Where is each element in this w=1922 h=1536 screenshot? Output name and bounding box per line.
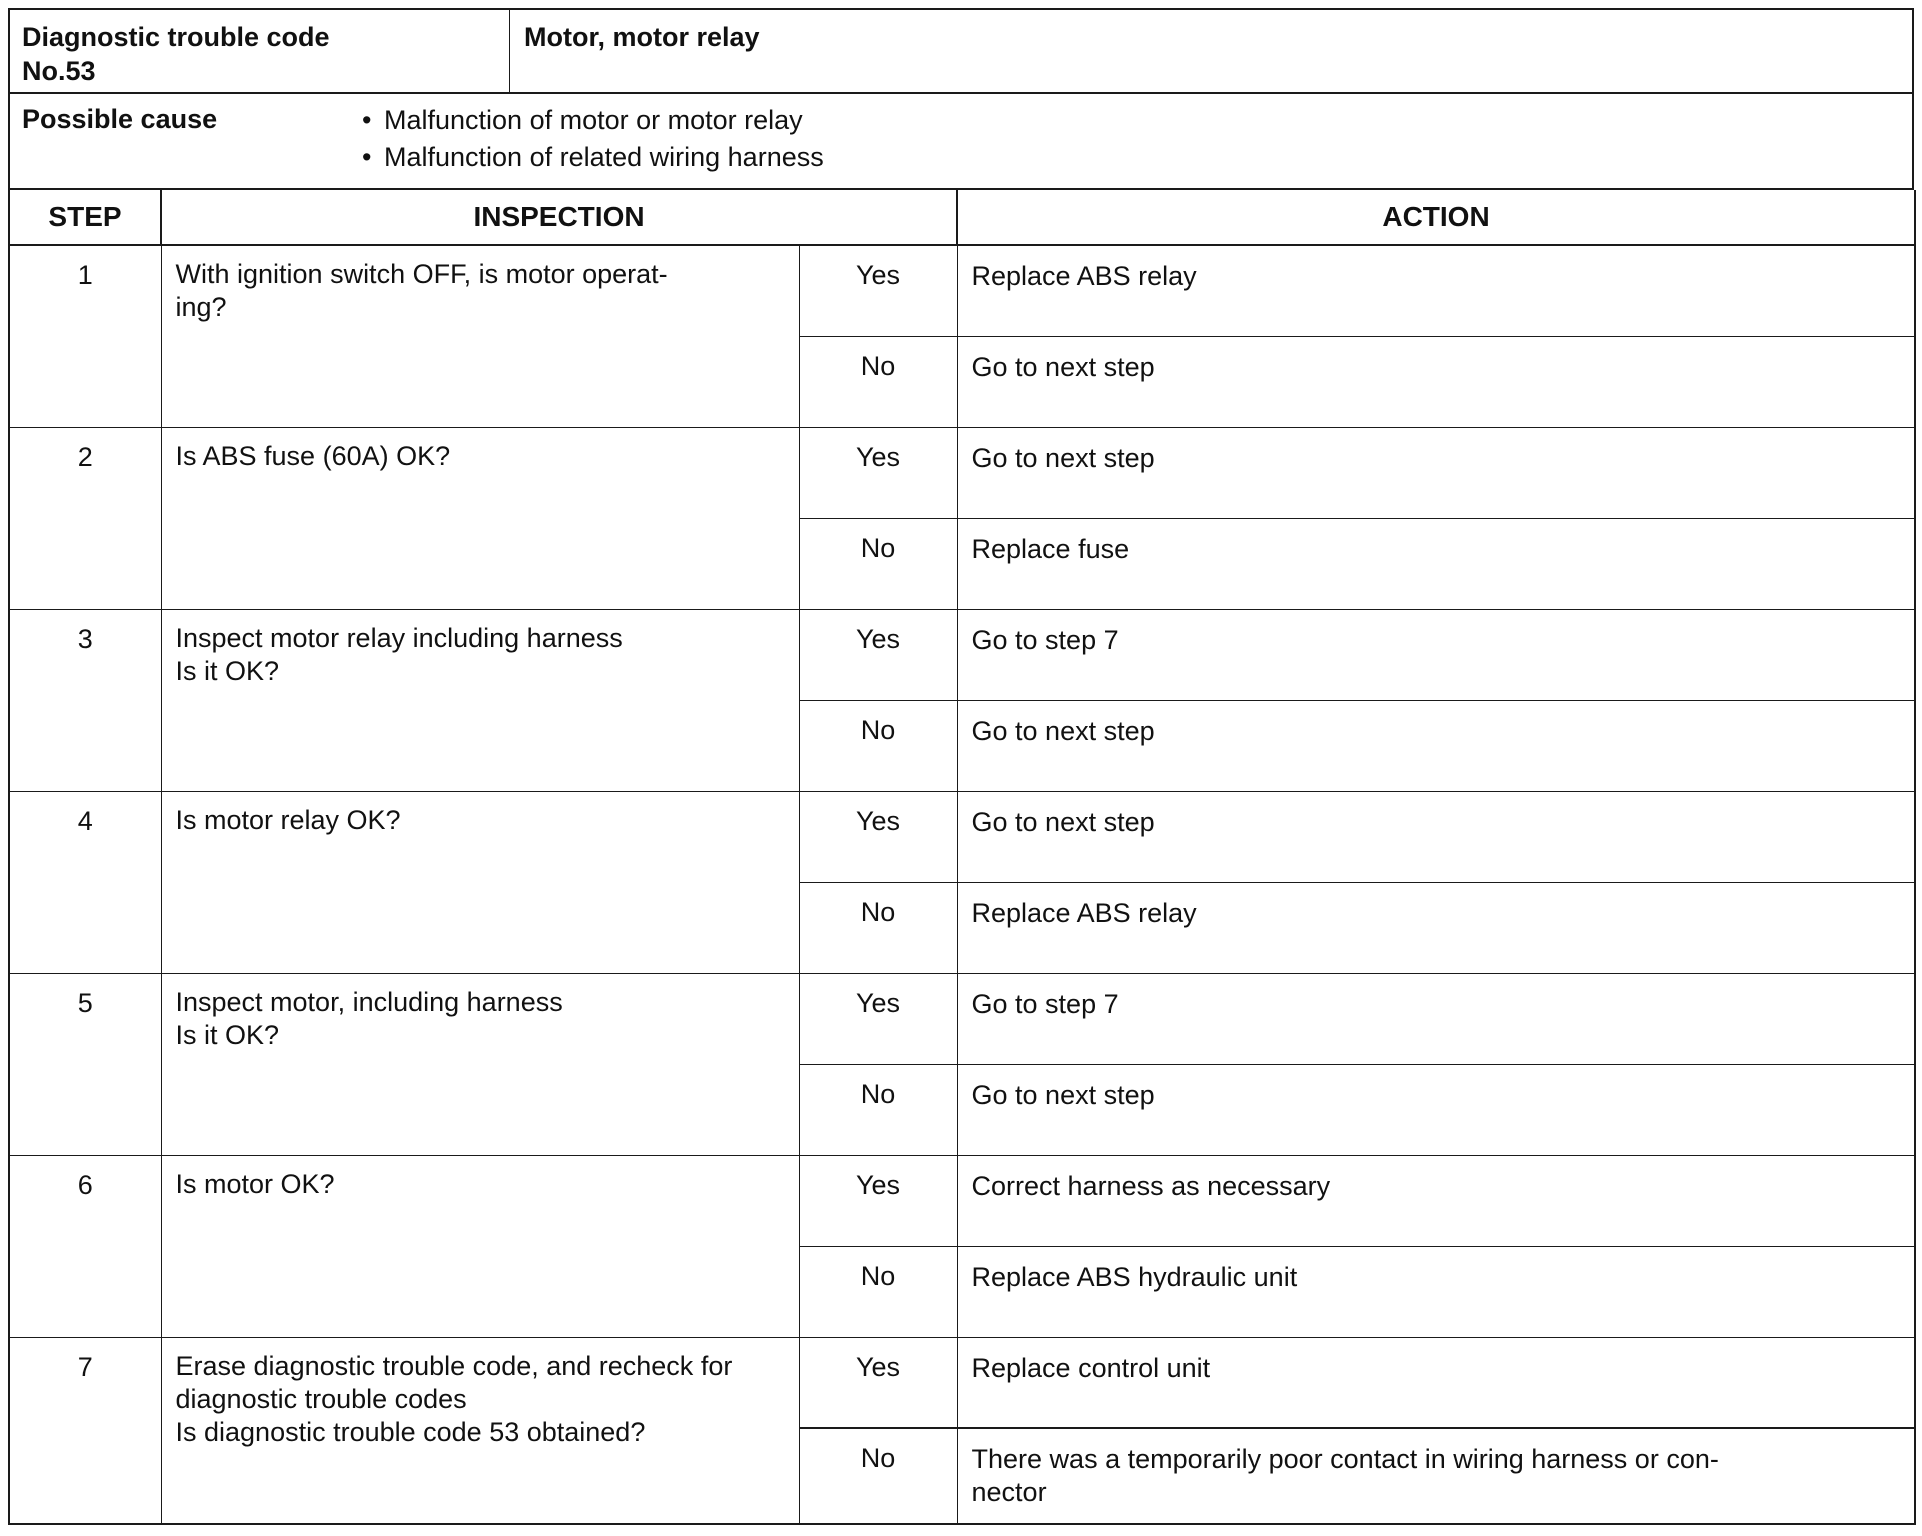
no-label: No xyxy=(799,700,957,791)
yes-action: Go to step 7 xyxy=(957,609,1915,700)
table-row xyxy=(9,973,1915,1064)
no-label: No xyxy=(799,336,957,427)
step-number: 3 xyxy=(9,609,161,791)
table-body xyxy=(9,245,1915,1524)
inspection-table xyxy=(8,190,1916,1525)
no-label: No xyxy=(799,1246,957,1337)
yes-action: Go to step 7 xyxy=(957,973,1915,1064)
possible-cause-item: • Malfunction of motor or motor relay xyxy=(362,102,824,139)
yes-action: Correct harness as necessary xyxy=(957,1155,1915,1246)
yes-label: Yes xyxy=(799,245,957,336)
yes-label: Yes xyxy=(799,973,957,1064)
table-row xyxy=(9,609,1915,700)
inspection-text: Inspect motor, including harness Is it OK? xyxy=(161,973,799,1155)
table-row xyxy=(9,791,1915,882)
step-number: 6 xyxy=(9,1155,161,1337)
inspection-text: Inspect motor relay including harness Is it OK? xyxy=(161,609,799,791)
trouble-code-number: No.53 xyxy=(22,56,96,86)
header-row xyxy=(10,10,1912,94)
diagnostic-sheet xyxy=(8,8,1914,1525)
no-action: Replace ABS hydraulic unit xyxy=(957,1246,1915,1337)
no-action: There was a temporarily poor contact in wiring harness or con- nector xyxy=(957,1428,1915,1524)
no-label: No xyxy=(799,518,957,609)
yes-label: Yes xyxy=(799,427,957,518)
possible-cause-item: • Malfunction of related wiring harness xyxy=(362,139,824,176)
yes-action: Go to next step xyxy=(957,427,1915,518)
no-label: No xyxy=(799,1428,957,1524)
table-row xyxy=(9,427,1915,518)
yes-action: Replace control unit xyxy=(957,1337,1915,1428)
possible-cause-row xyxy=(10,94,1912,190)
step-number: 5 xyxy=(9,973,161,1155)
inspection-text: Erase diagnostic trouble code, and recheck for diagnostic trouble codes Is diagnostic trouble code 53 obtained? xyxy=(161,1337,799,1524)
yes-label: Yes xyxy=(799,609,957,700)
table-row xyxy=(9,1155,1915,1246)
yes-action: Go to next step xyxy=(957,791,1915,882)
yes-label: Yes xyxy=(799,1155,957,1246)
no-action: Go to next step xyxy=(957,336,1915,427)
inspection-text: Is motor OK? xyxy=(161,1155,799,1337)
column-header-inspection: INSPECTION xyxy=(161,190,957,245)
trouble-code-cell xyxy=(10,10,510,92)
yes-action: Replace ABS relay xyxy=(957,245,1915,336)
no-label: No xyxy=(799,1064,957,1155)
no-label: No xyxy=(799,882,957,973)
page-title: Motor, motor relay xyxy=(524,22,760,52)
sheet-header-box xyxy=(8,8,1914,190)
inspection-text: Is motor relay OK? xyxy=(161,791,799,973)
table-row xyxy=(9,1337,1915,1428)
yes-label: Yes xyxy=(799,791,957,882)
no-action: Replace ABS relay xyxy=(957,882,1915,973)
trouble-code-label: Diagnostic trouble code xyxy=(22,22,330,52)
inspection-text: Is ABS fuse (60A) OK? xyxy=(161,427,799,609)
table-row xyxy=(9,245,1915,336)
column-header-step: STEP xyxy=(9,190,161,245)
table-header-row xyxy=(9,190,1915,245)
inspection-text: With ignition switch OFF, is motor operat- ing? xyxy=(161,245,799,427)
no-action: Go to next step xyxy=(957,1064,1915,1155)
step-number: 2 xyxy=(9,427,161,609)
step-number: 7 xyxy=(9,1337,161,1524)
column-header-action: ACTION xyxy=(957,190,1915,245)
no-action: Go to next step xyxy=(957,700,1915,791)
step-number: 4 xyxy=(9,791,161,973)
step-number: 1 xyxy=(9,245,161,427)
possible-cause-label: Possible cause xyxy=(22,104,218,134)
yes-label: Yes xyxy=(799,1337,957,1428)
possible-cause-list xyxy=(362,102,824,180)
no-action: Replace fuse xyxy=(957,518,1915,609)
